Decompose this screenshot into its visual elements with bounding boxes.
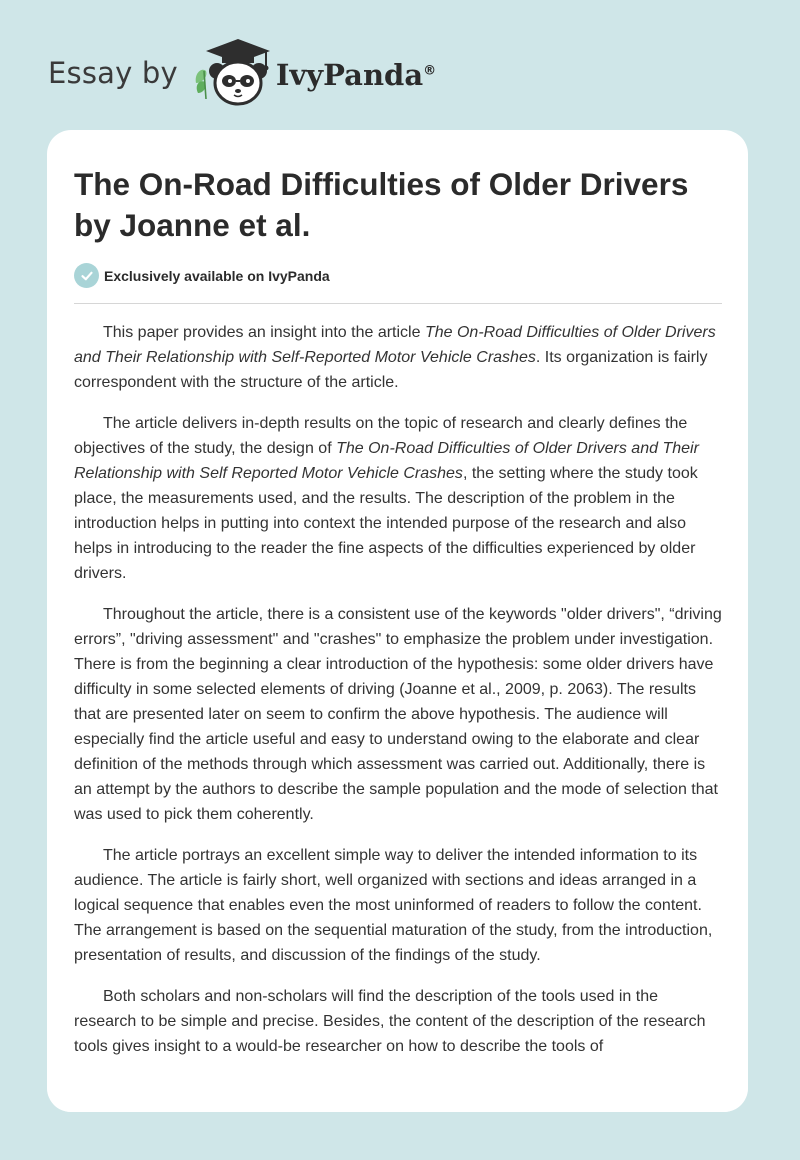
brand-name[interactable]: IvyPanda® xyxy=(275,58,437,92)
check-circle-icon xyxy=(74,263,99,288)
exclusive-label: Exclusively available on IvyPanda xyxy=(104,267,330,284)
essay-by-label: Essay by xyxy=(48,56,178,90)
exclusive-badge xyxy=(74,263,330,288)
essay-card xyxy=(47,130,748,1112)
article-title-reference: The On-Road Difficulties of Older Drivers and Their Relationship with Self-Reported Motor Vehicle Crashes xyxy=(74,324,716,366)
divider xyxy=(74,303,722,304)
paragraph: Both scholars and non-scholars will find the description of the tools used in the research to be simple and precise. Besides, the content of the description of the research tools gives insight to a would-be researcher on how to describe the tools of xyxy=(74,988,706,1055)
paragraph: The article delivers in-depth results on the topic of research and clearly defines the objectives of the study, the design of The On-Road Difficulties of Older Drivers and Their Relationship with Self Reported Motor Vehicle Crashes, the setting where the study took place, the measurements used, and the results. The description of the problem in the introduction helps in putting into context the intended purpose of the research and also helps in introducing to the reader the fine aspects of the difficulties experienced by older drivers. xyxy=(74,415,699,582)
registered-mark: ® xyxy=(423,63,437,79)
paragraph: This paper provides an insight into the article The On-Road Difficulties of Older Drivers and Their Relationship with Self-Reported Motor Vehicle Crashes. Its organization is fairly correspondent with the structure of the article. xyxy=(74,324,716,391)
content-fade xyxy=(47,1072,748,1112)
paragraph: Throughout the article, there is a consistent use of the keywords "older drivers", “driving errors”, "driving assessment" and "crashes" to emphasize the problem under investigation. There is from the beginning a clear introduction of the hypothesis: some older drivers have difficulty in some selected elements of driving (Joanne et al., 2009, p. 2063). The results that are presented later on seem to confirm the above hypothesis. The audience will especially find the article useful and easy to understand owing to the elaborate and clear definition of the methods through which assessment was carried out. Additionally, there is an attempt by the authors to describe the sample population and the mode of selection that was used to pick them coherently. xyxy=(74,606,722,823)
essay-body xyxy=(74,320,724,1075)
site-header xyxy=(48,38,436,108)
essay-title: The On-Road Difficulties of Older Drivers by Joanne et al. xyxy=(74,166,689,243)
article-title-reference: The On-Road Difficulties of Older Drivers and Their Relationship with Self Reported Motor Vehicle Crashes xyxy=(74,440,699,482)
paragraph: The article portrays an excellent simple way to deliver the intended information to its audience. The article is fairly short, well organized with sections and ideas arranged in a logical sequence that enables even the most uninformed of readers to follow the content. The arrangement is based on the sequential maturation of the study, from the introduction, presentation of results, and discussion of the findings of the study. xyxy=(74,847,713,964)
panda-graduate-icon[interactable] xyxy=(192,37,274,109)
